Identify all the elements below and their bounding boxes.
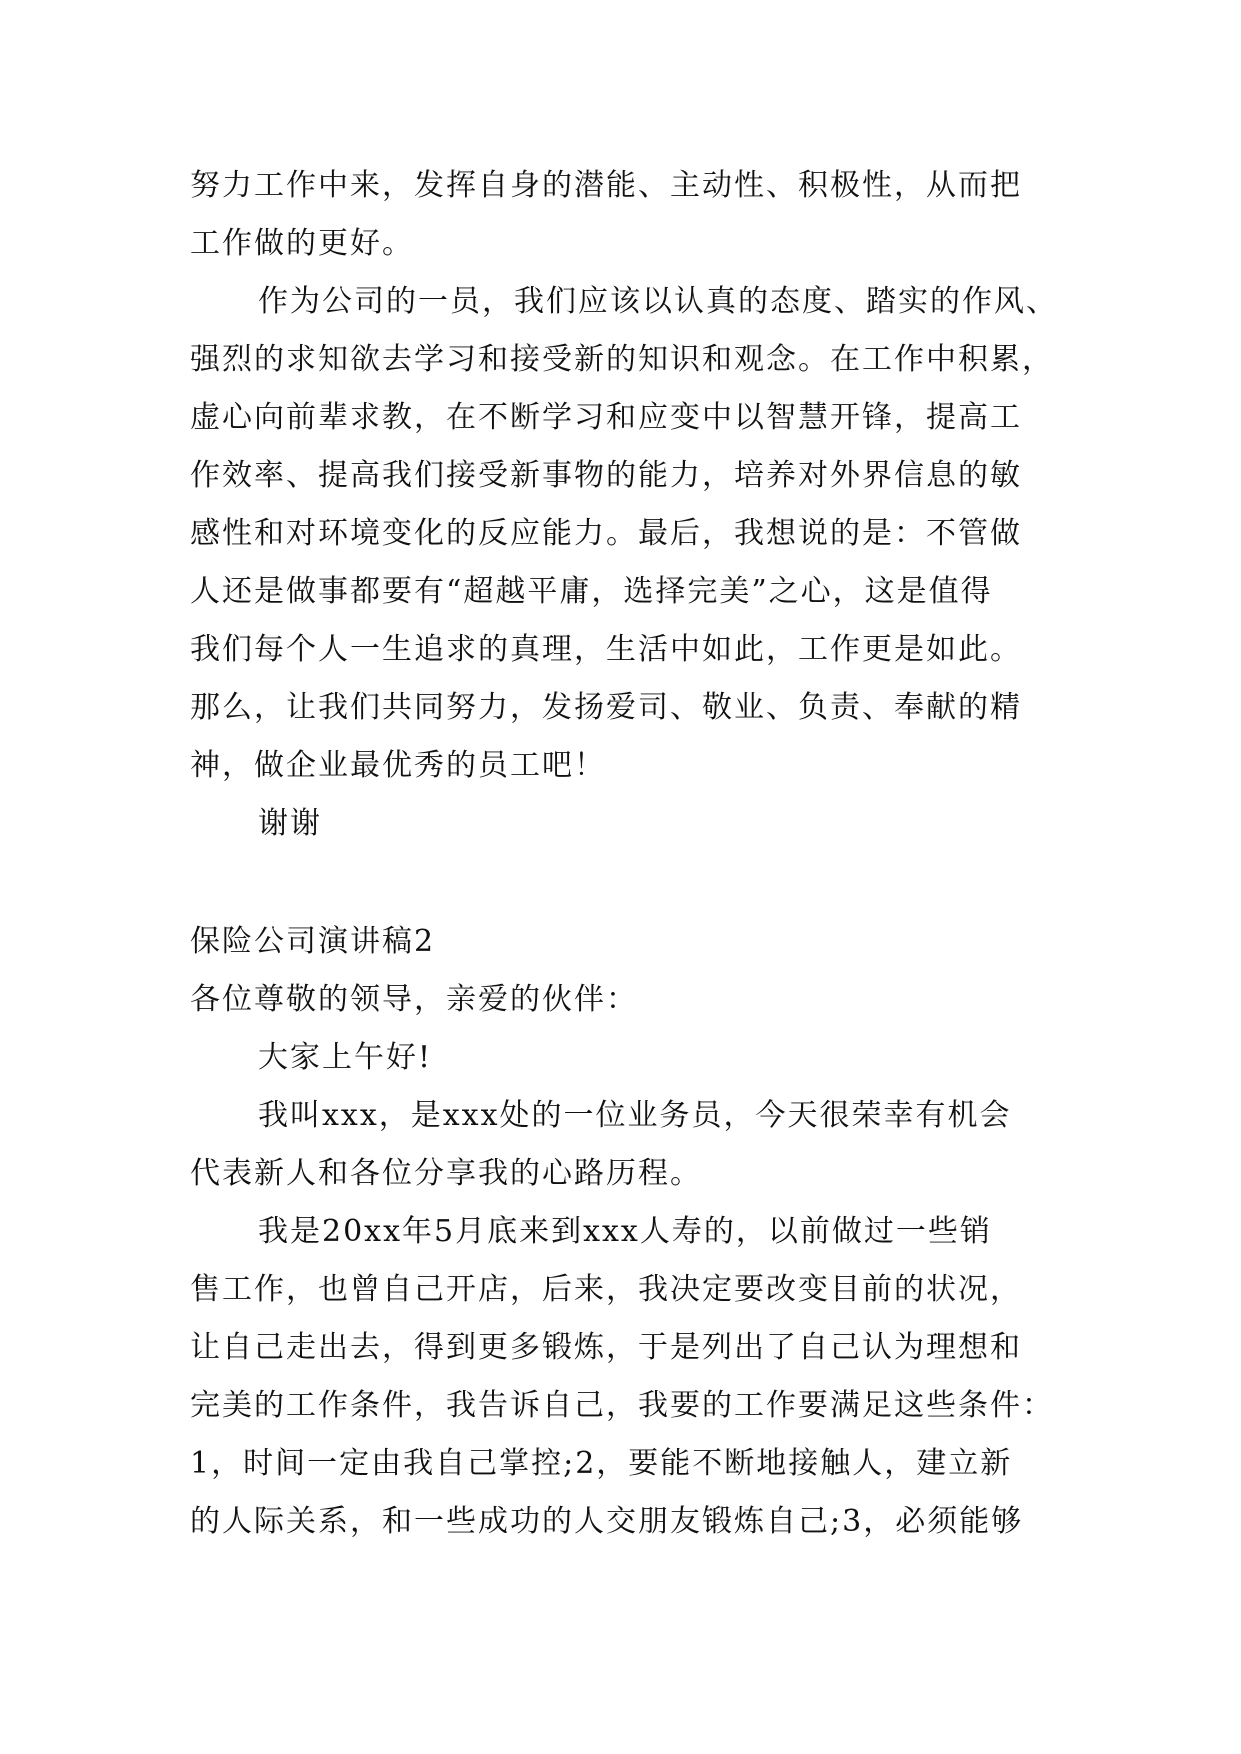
text-line: 售工作，也曾自己开店，后来，我决定要改变目前的状况， xyxy=(190,1272,1022,1307)
text-line: 作为公司的一员，我们应该以认真的态度、踏实的作风、 xyxy=(258,284,1058,319)
text-line: 完美的工作条件，我告诉自己，我要的工作要满足这些条件： xyxy=(190,1388,1054,1423)
text-line: 作效率、提高我们接受新事物的能力，培养对外界信息的敏 xyxy=(190,458,1022,493)
text-line: 那么，让我们共同努力，发扬爱司、敬业、负责、奉献的精 xyxy=(190,690,1022,725)
text-line: 让自己走出去，得到更多锻炼，于是列出了自己认为理想和 xyxy=(190,1330,1022,1365)
text-line: 我是20xx年5月底来到xxx人寿的，以前做过一些销 xyxy=(258,1214,992,1249)
text-line: 努力工作中来，发挥自身的潜能、主动性、积极性，从而把 xyxy=(190,168,1022,203)
text-line: 代表新人和各位分享我的心路历程。 xyxy=(190,1156,702,1191)
greeting: 大家上午好! xyxy=(258,1040,433,1075)
text-line: 的人际关系，和一些成功的人交朋友锻炼自己;3，必须能够 xyxy=(190,1504,1024,1539)
text-line: 谢谢 xyxy=(258,806,322,841)
text-line: 我叫xxx，是xxx处的一位业务员，今天很荣幸有机会 xyxy=(258,1098,1012,1133)
text-line: 人还是做事都要有“超越平庸，选择完美”之心，这是值得 xyxy=(190,574,993,609)
text-line: 工作做的更好。 xyxy=(190,226,414,261)
section-title: 保险公司演讲稿2 xyxy=(190,924,436,959)
text-line: 神，做企业最优秀的员工吧！ xyxy=(190,748,606,783)
text-line: 我们每个人一生追求的真理，生活中如此，工作更是如此。 xyxy=(190,632,1022,667)
text-line: 虚心向前辈求教，在不断学习和应变中以智慧开锋，提高工 xyxy=(190,400,1022,435)
text-line: 强烈的求知欲去学习和接受新的知识和观念。在工作中积累， xyxy=(190,342,1054,377)
text-line: 1，时间一定由我自己掌控;2，要能不断地接触人，建立新 xyxy=(190,1446,1013,1481)
salutation: 各位尊敬的领导，亲爱的伙伴： xyxy=(190,982,638,1017)
text-line: 感性和对环境变化的反应能力。最后，我想说的是：不管做 xyxy=(190,516,1022,551)
